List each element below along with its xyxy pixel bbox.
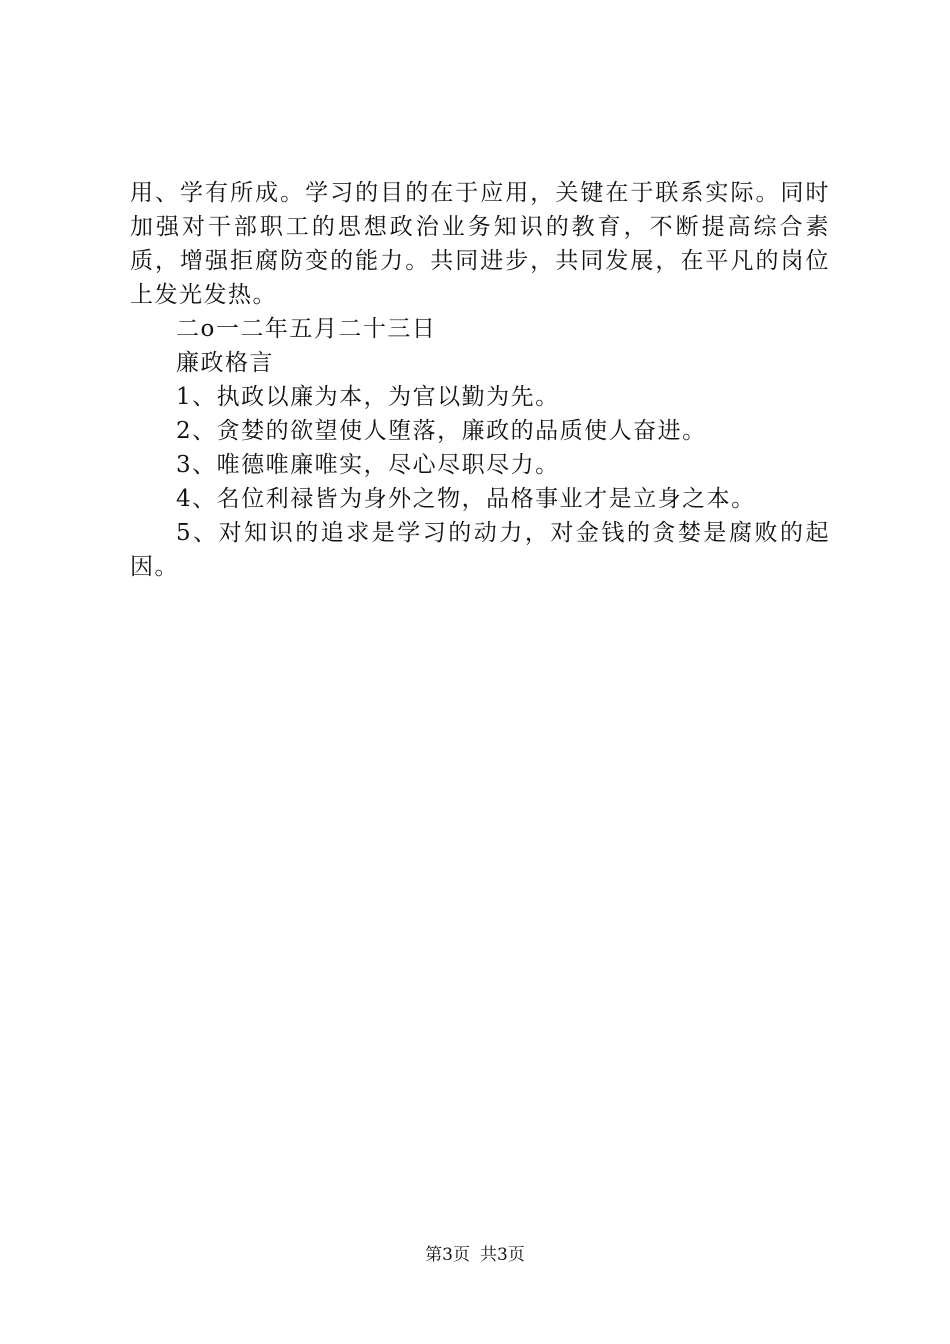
motto-item: 5、对知识的追求是学习的动力，对金钱的贪婪是腐败的起因。 (130, 520, 830, 580)
motto-item: 3、唯德唯廉唯实，尽心尽职尽力。 (176, 452, 560, 478)
motto-item: 1、执政以廉为本，为官以勤为先。 (176, 384, 560, 410)
body-paragraph: 用、学有所成。学习的目的在于应用，关键在于联系实际。同时加强对干部职工的思想政治业务知识的教育，不断提高综合素质，增强拒腐防变的能力。共同进步，共同发展，在平凡的岗位上发光发热。 (130, 180, 830, 308)
motto-item: 4、名位利禄皆为身外之物，品格事业才是立身之本。 (176, 486, 756, 512)
section-heading: 廉政格言 (176, 350, 274, 376)
motto-item: 2、贪婪的欲望使人堕落，廉政的品质使人奋进。 (176, 418, 707, 444)
page-number: 第3页 (425, 1245, 470, 1265)
page-total: 共3页 (480, 1245, 525, 1265)
page-footer (0, 1243, 950, 1267)
date-line: 二o一二年五月二十三日 (176, 316, 437, 342)
document-body (130, 176, 830, 584)
